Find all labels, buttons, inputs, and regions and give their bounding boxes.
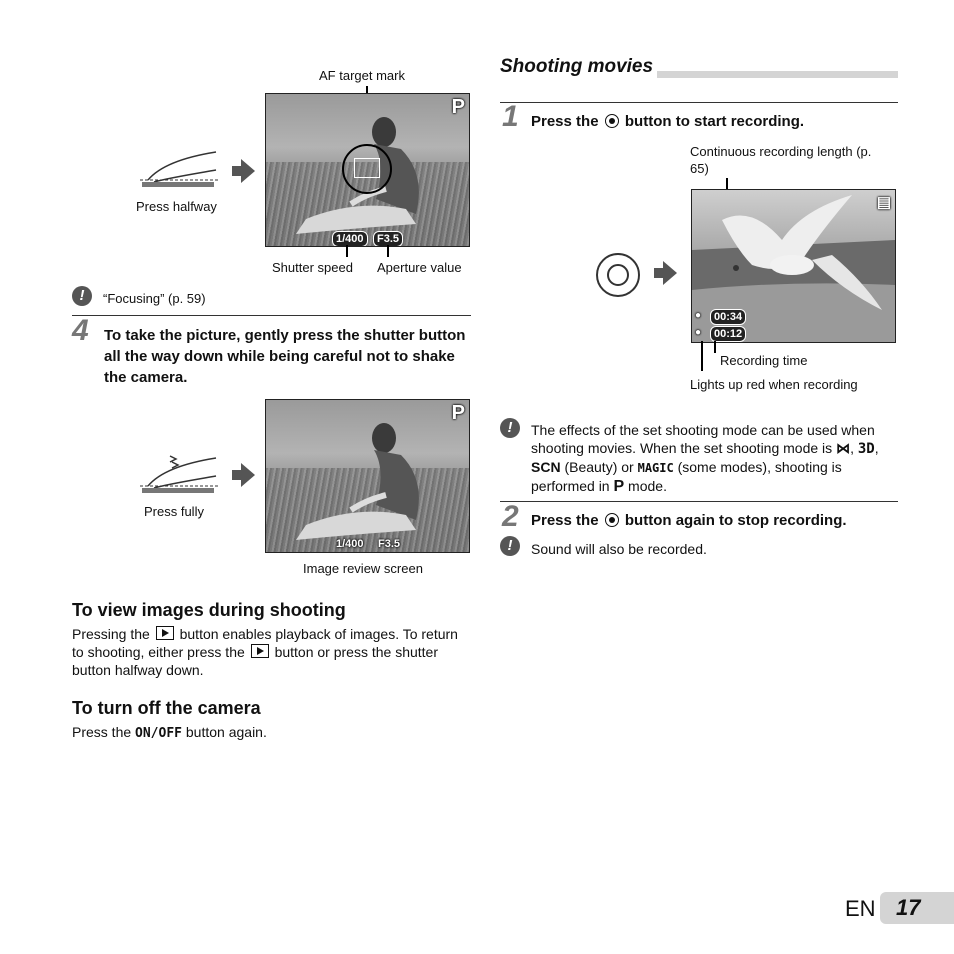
view-images-text-1: Pressing the [72, 626, 150, 642]
step4-text: To take the picture, gently press the shutter button all the way down while being careful not to shake the camera. [104, 327, 466, 386]
playback-button-icon [156, 626, 174, 640]
on-off-button-label: ON/OFF [135, 726, 182, 741]
focusing-note: “Focusing” (p. 59) [103, 291, 206, 306]
3d-mode-icon: 3D [857, 441, 875, 457]
shutter-speed-osd-2: 1/400 [336, 538, 364, 550]
arrow-head-icon-3 [663, 261, 677, 285]
page-lang: EN [845, 896, 876, 921]
note-text-3: (some modes), shooting is performed in [531, 459, 842, 494]
mode-p-badge: P [451, 96, 465, 118]
af-target-label: AF target mark [319, 68, 405, 83]
step1-text-1: Press the [531, 113, 599, 130]
elapsed-time-osd: 00:34 [710, 309, 746, 325]
step1-rule [500, 102, 898, 103]
step2-text-2: button again to stop recording. [624, 512, 847, 529]
movie-icon-small: ● [695, 310, 702, 321]
step1-text-2: button to start recording. [624, 113, 805, 130]
caution-icon: ! [72, 286, 92, 306]
step1-text [531, 113, 804, 130]
aperture-value-label: Aperture value [377, 260, 462, 275]
lights-up-label: Lights up red when recording [690, 377, 858, 392]
shutter-speed-label: Shutter speed [272, 260, 353, 275]
arrow-head-icon-2 [241, 463, 255, 487]
lights-up-leader [701, 341, 703, 371]
turn-off-text-1: Press the [72, 724, 132, 740]
press-halfway-label: Press halfway [136, 199, 217, 214]
press-fully-label: Press fully [144, 504, 204, 519]
note-text-2: (Beauty) or [564, 459, 634, 475]
sound-note: Sound will also be recorded. [531, 541, 707, 557]
movie-mode-icon: ▤ [876, 194, 891, 211]
p-mode-icon: P [613, 478, 625, 495]
rec-icon-small: ● [695, 327, 702, 338]
record-button-icon-2 [605, 513, 619, 527]
view-images-text [72, 625, 472, 679]
page-number-box [880, 892, 954, 924]
caution-icon-2: ! [500, 418, 520, 438]
aperture-osd-2: F3.5 [378, 538, 401, 550]
camera-screen-review [265, 399, 470, 553]
panorama-mode-icon: ⋈ [836, 440, 851, 456]
note-text-1: The effects of the set shooting mode can be used when shooting movies. When the set shooting mode is [531, 422, 875, 456]
image-review-label: Image review screen [303, 561, 423, 576]
camera-screen-halfway [265, 93, 470, 247]
page-number: 17 [896, 895, 921, 920]
turn-off-text [72, 723, 267, 743]
note-sep-2: , [874, 440, 879, 456]
section-title: Shooting movies [500, 56, 657, 78]
view-images-heading: To view images during shooting [72, 600, 346, 620]
view-images-text-2: button enables playback of images. To return to shooting, either press the [72, 626, 458, 660]
recording-time-leader [714, 341, 716, 353]
shooting-mode-note [531, 421, 896, 496]
recording-time-label: Recording time [720, 353, 808, 368]
note-sep-1: , [850, 440, 854, 456]
arrow-head-icon [241, 159, 255, 183]
view-images-text-3: button or press the shutter button halfway down. [72, 644, 438, 678]
playback-button-icon-2 [251, 644, 269, 658]
step2-text-1: Press the [531, 512, 599, 529]
step2-number: 2 [502, 500, 519, 533]
aperture-osd: F3.5 [373, 231, 403, 247]
magic-mode-icon: MAGIC [637, 461, 674, 475]
aperture-leader [387, 245, 389, 257]
mode-p-badge-2: P [451, 402, 465, 424]
step2-rule [500, 501, 898, 502]
step1-number: 1 [502, 100, 519, 133]
woman-silhouette-2 [266, 400, 469, 552]
record-button-illustration [596, 253, 640, 297]
shutter-leader [346, 245, 348, 257]
turn-off-text-2: button again. [185, 724, 267, 740]
shutter-speed-osd: 1/400 [332, 231, 368, 247]
press-fully-illustration [138, 454, 223, 499]
step4-number: 4 [72, 314, 89, 347]
caution-icon-3: ! [500, 536, 520, 556]
recording-time-osd: 00:12 [710, 326, 746, 342]
record-button-icon [605, 114, 619, 128]
step4-rule [72, 315, 471, 316]
record-button-inner [607, 264, 629, 286]
turn-off-heading: To turn off the camera [72, 698, 261, 718]
af-target-box [354, 158, 380, 178]
note-text-4: mode. [628, 478, 667, 494]
continuous-recording-label: Continuous recording length (p. 65) [690, 144, 872, 176]
movie-screen [691, 189, 896, 343]
press-halfway-illustration [138, 148, 223, 193]
scn-mode-icon: SCN [531, 459, 561, 475]
step2-text [531, 512, 847, 529]
